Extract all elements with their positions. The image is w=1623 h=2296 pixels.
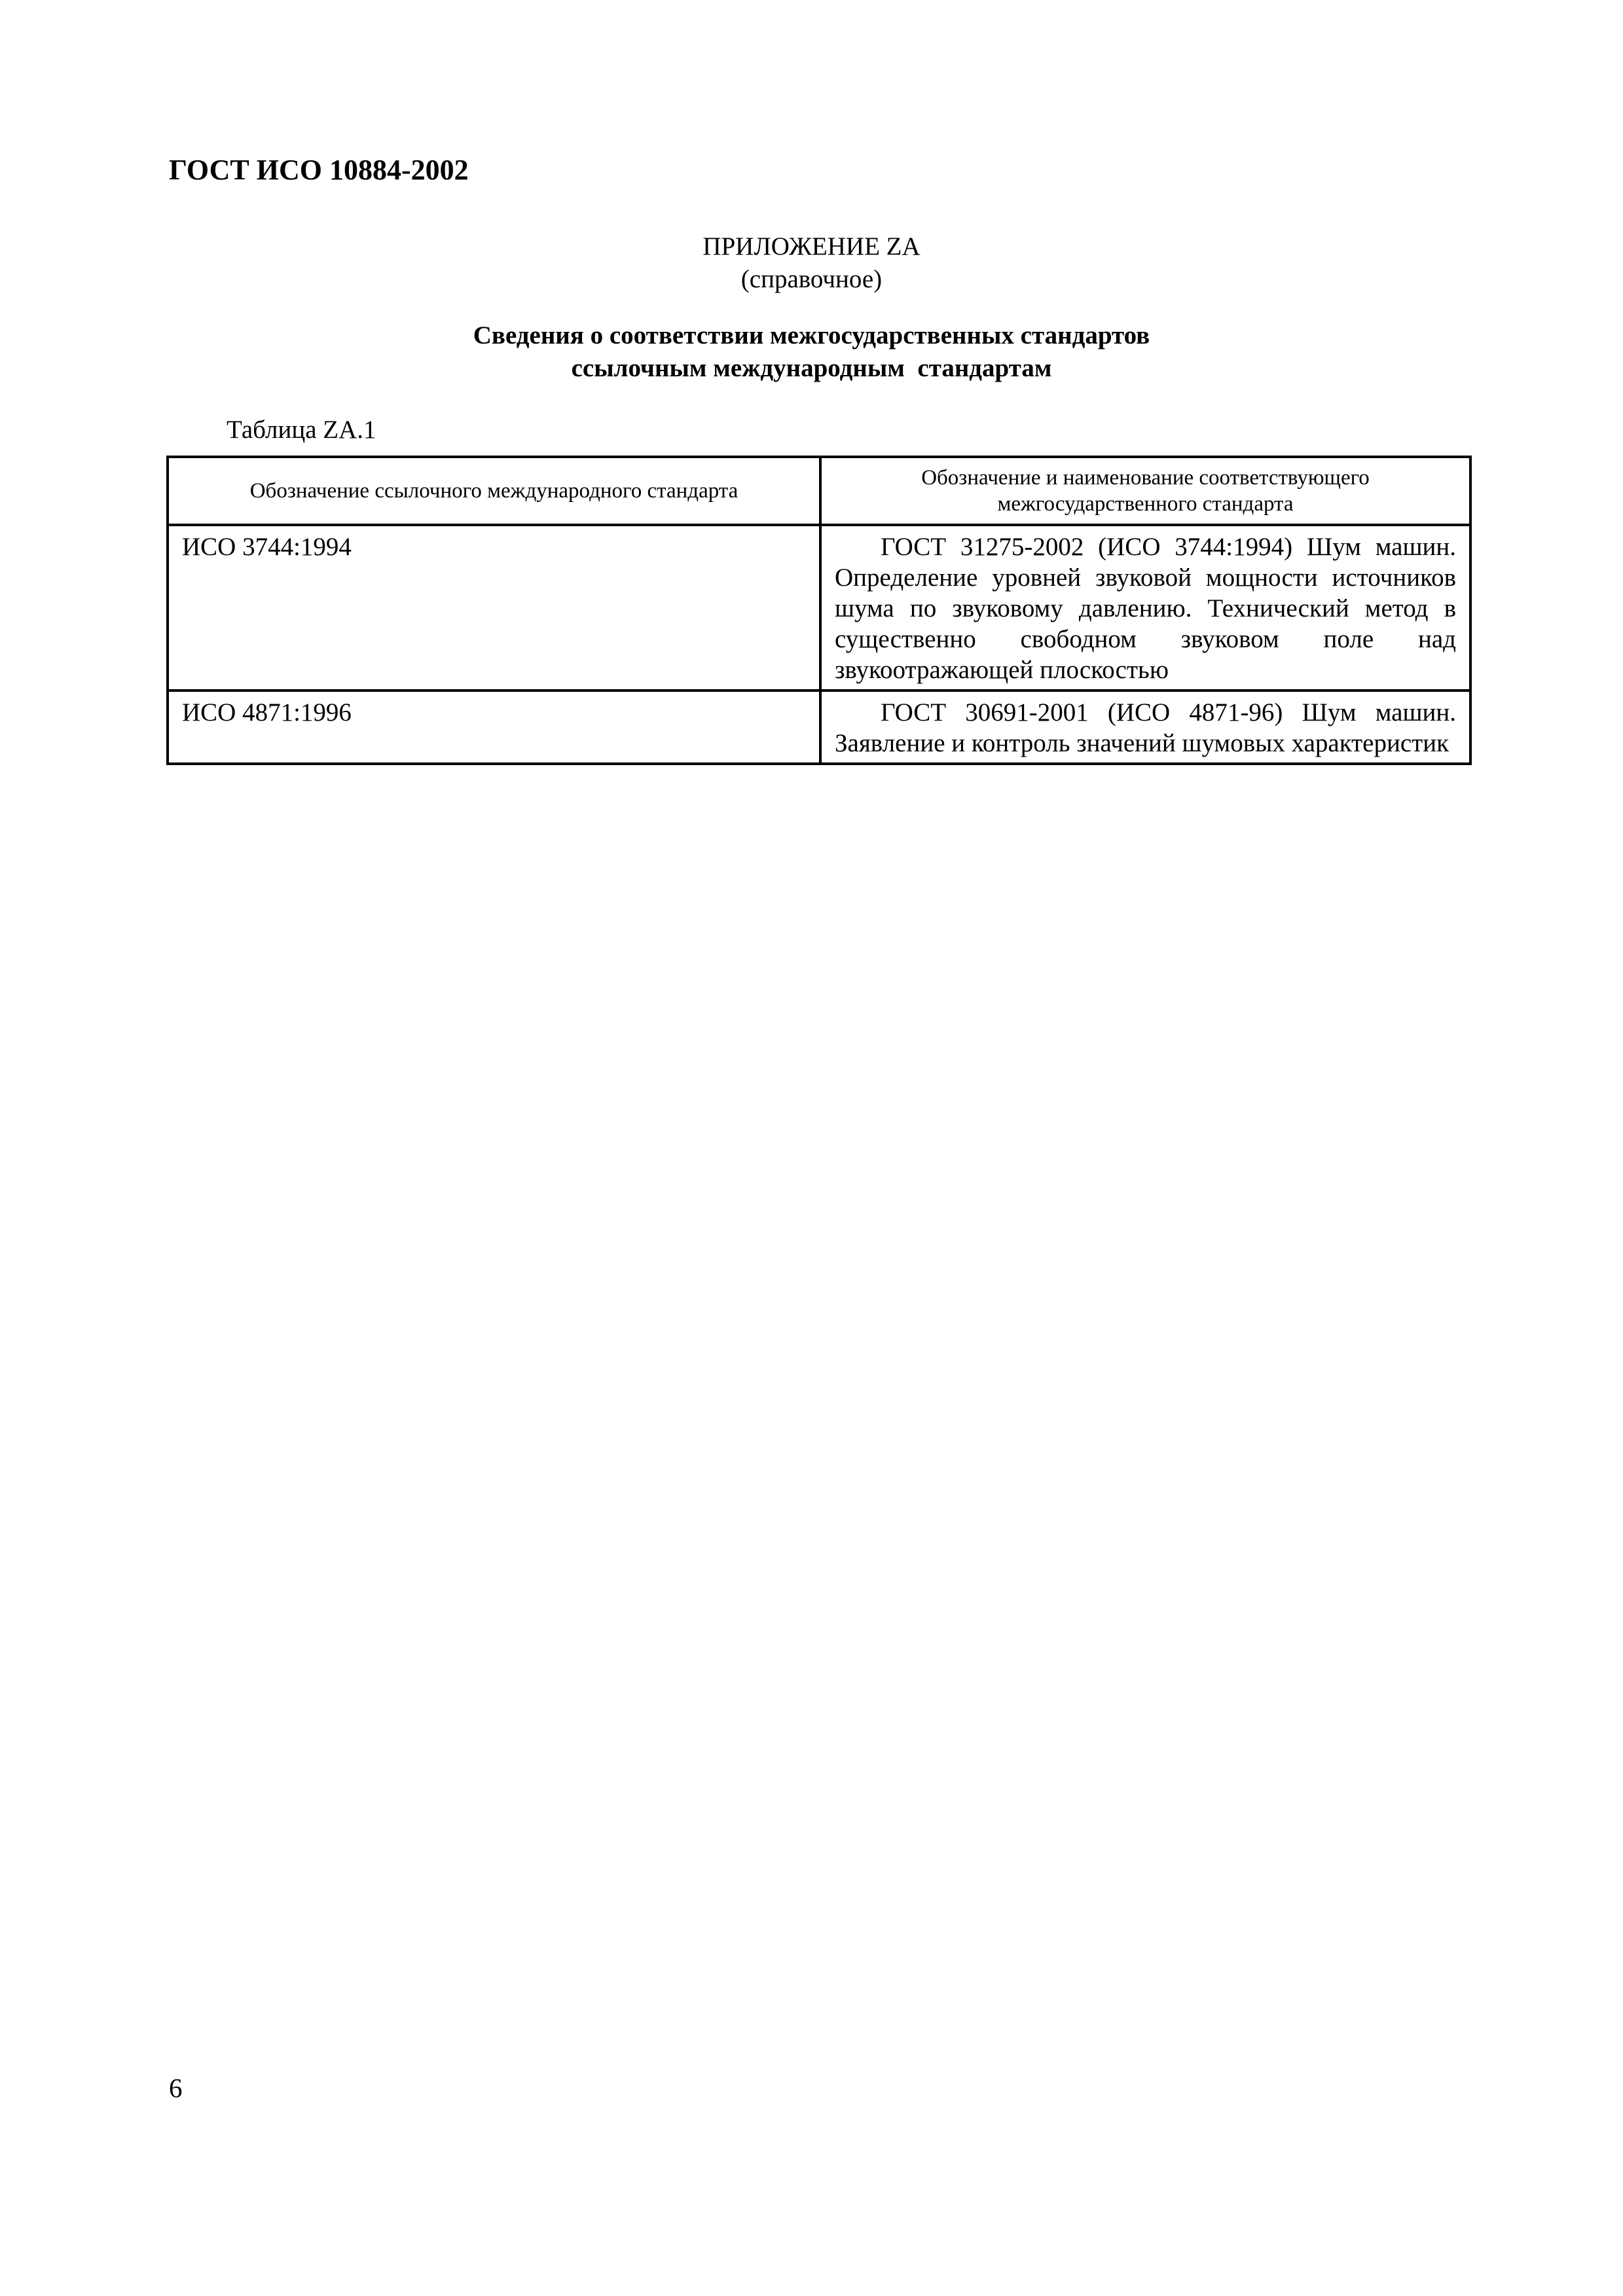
table-row xyxy=(168,525,1470,691)
table-label: Таблица ZA.1 xyxy=(227,416,376,444)
page-number: 6 xyxy=(169,2073,183,2103)
table-row xyxy=(168,691,1470,764)
appendix-title: ПРИЛОЖЕНИЕ ZA xyxy=(702,232,921,260)
standards-table xyxy=(166,456,1472,765)
gost-standard-cell: ГОСТ 30691-2001 (ИСО 4871-96) Шум машин. Заявление и контроль значений шумовых характеристик xyxy=(820,691,1470,764)
column-header-iso: Обозначение ссылочного международного стандарта xyxy=(168,457,820,525)
gost-standard-cell: ГОСТ 31275-2002 (ИСО 3744:1994) Шум машин. Определение уровней звуковой мощности источников шума по звуковому давлению. Технический метод в существенно свободном звуковом поле над звукоотражающей плоскостью xyxy=(820,525,1470,691)
iso-standard-cell: ИСО 4871:1996 xyxy=(168,691,820,764)
appendix-subtitle: (справочное) xyxy=(740,265,883,293)
document-code: ГОСТ ИСО 10884-2002 xyxy=(169,154,469,186)
caption-line-2: ссылочным международным стандартам xyxy=(571,354,1052,382)
iso-standard-cell: ИСО 3744:1994 xyxy=(168,525,820,691)
caption-line-1: Сведения о соответствии межгосударственных стандартов xyxy=(473,321,1150,350)
section-caption xyxy=(0,319,1623,385)
appendix-heading xyxy=(0,230,1623,296)
table-header-row xyxy=(168,457,1470,525)
column-header-gost: Обозначение и наименование соответствующего межгосударственного стандарта xyxy=(820,457,1470,525)
